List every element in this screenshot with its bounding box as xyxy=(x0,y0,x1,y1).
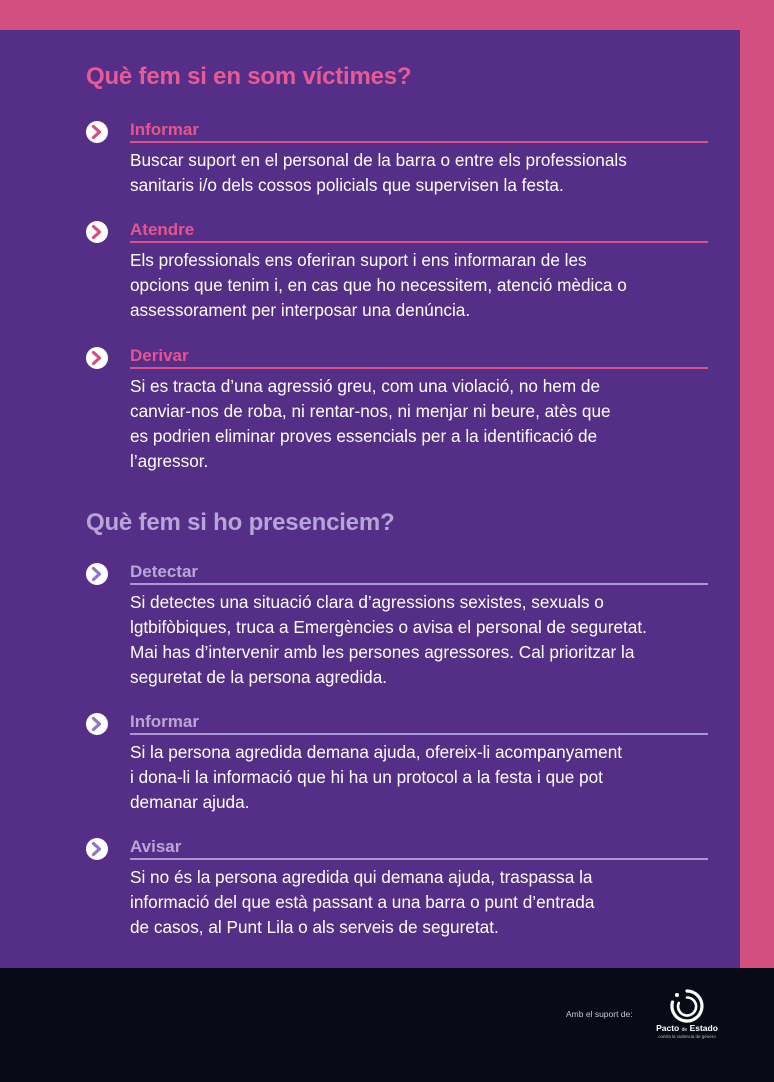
item-title: Informar xyxy=(130,712,708,735)
item-text: Si la persona agredida demana ajuda, ofereix-li acompanyament i dona-li la informació que hi ha un protocol a la festa i que pot demanar ajuda. xyxy=(130,742,623,812)
item-text: Els professionals ens oferiran suport i ens informaran de les opcions que tenim i, en cas que ho necessitem, atenció mèdica o assessorament per interposar una denúncia. xyxy=(130,250,627,320)
list-item-atendre xyxy=(86,220,708,323)
chevron-right-icon xyxy=(86,563,108,585)
logo-tagline: contra la violencia de género xyxy=(658,1034,716,1039)
chevron-right-icon xyxy=(86,221,108,243)
logo-name: Pacto de Estado xyxy=(656,1023,718,1033)
chevron-right-icon xyxy=(86,713,108,735)
list-item-informar xyxy=(86,120,708,198)
list-item-informar-2 xyxy=(86,712,708,815)
section-title-victims: Què fem si en som víctimes? xyxy=(86,63,412,90)
support-label: Amb el suport de: xyxy=(566,1009,633,1019)
list-item-derivar xyxy=(86,346,708,474)
item-title: Avisar xyxy=(130,837,708,860)
item-title: Derivar xyxy=(130,346,708,369)
chevron-right-icon xyxy=(86,838,108,860)
pacto-de-estado-logo-icon xyxy=(665,988,709,1024)
list-item-detectar xyxy=(86,562,708,690)
item-title: Detectar xyxy=(130,562,708,585)
chevron-right-icon xyxy=(86,121,108,143)
list-item-avisar xyxy=(86,837,708,940)
item-text: Buscar suport en el personal de la barra o entre els professionals sanitaris i/o dels cossos policials que supervisen la festa. xyxy=(130,150,627,195)
item-text: Si no és la persona agredida qui demana ajuda, traspassa la informació del que està passant a una barra o punt d’entrada de casos, al Punt Lila o als serveis de seguretat. xyxy=(130,867,595,937)
item-text: Si es tracta d’una agressió greu, com una violació, no hem de canviar-nos de roba, ni rentar-nos, ni menjar ni beure, atès que es podrien eliminar proves essencials per a la identificació de l’agressor. xyxy=(130,376,611,471)
chevron-right-icon xyxy=(86,347,108,369)
pacto-de-estado-logo xyxy=(652,988,722,1044)
item-title: Informar xyxy=(130,120,708,143)
item-text: Si detectes una situació clara d’agressions sexistes, sexuals o lgtbifòbiques, truca a Emergències o avisa el personal de seguretat. Mai has d’intervenir amb les persones agressores. Cal prioritzar la seguretat de la persona agredida. xyxy=(130,592,647,687)
section-title-witnesses: Què fem si ho presenciem? xyxy=(86,509,395,536)
item-title: Atendre xyxy=(130,220,708,243)
